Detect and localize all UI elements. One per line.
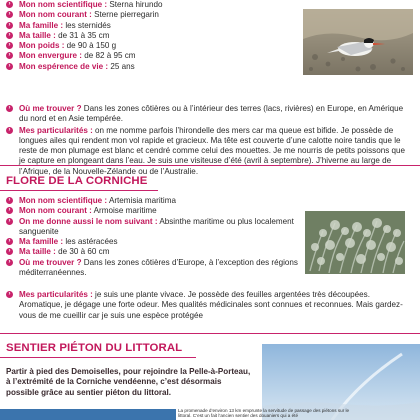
sterne-photo [303,9,413,75]
bullet-icon: › [6,32,13,39]
sentier-intro: Partir à pied des Demoiselles, pour rejoindre la Pelle-à-Porteau, à l’extrémité de la Corniche vendéenne, c’est désormais possible grâce au sentier piéton du littoral. [6,367,251,397]
flora-fact [6,217,298,238]
bird-where [6,104,412,125]
bullet-icon: › [6,1,13,8]
flora-fact [6,258,298,279]
bird-fact [6,10,298,20]
bullet-icon: › [6,238,13,245]
flora-title-underline [0,190,158,191]
bullet-icon: › [6,105,13,112]
flora-fact-value: Dans les zones côtières d’Europe, à l’exception des régions méditerranéennes. [19,257,298,278]
bird-fact [6,62,298,72]
bird-fact-value: Sterna hirundo [109,0,163,9]
bird-particularities-label: Mes particularités : [19,125,93,135]
flora-fact [6,206,298,216]
bird-fact-label: Mon envergure : [19,51,82,61]
bird-fact [6,21,298,31]
bird-fact [6,31,298,41]
coast-photo-strip [0,409,176,420]
bird-fact-value: les sternidés [65,20,111,30]
bullet-icon: › [6,248,13,255]
flora-fact-label: Mon nom courant : [19,206,92,216]
bullet-icon: › [6,197,13,204]
bird-fact-label: Mon espérence de vie : [19,61,109,71]
flora-fact-value: Artemisia maritima [108,196,176,205]
sentier-title-underline [0,357,196,358]
flora-fact-label: On me donne aussi le nom suivant : [19,216,158,226]
bullet-icon: › [6,259,13,266]
flora-more-text [6,290,412,321]
bullet-icon: › [6,22,13,29]
bird-fact-label: Mon nom scientifique : [19,0,108,9]
flora-fact-label: Mon nom scientifique : [19,196,108,205]
flora-fact-value: Armoise maritime [93,206,157,216]
bird-fact-label: Ma famille : [19,20,64,30]
bird-fact [6,41,298,51]
bullet-icon: › [6,127,13,134]
flora-fact-value: de 30 à 60 cm [58,247,110,257]
bullet-icon: › [6,52,13,59]
bird-fact-value: 25 ans [110,61,135,71]
flora-fact-label: Ma famille : [19,237,64,247]
bird-where-value: Dans les zones côtières ou à l’intérieur des terres (lacs, rivières) en Europe, en Amérique du nord et en Asie tempérée. [19,104,404,124]
bird-facts-list [6,0,298,72]
bird-fact [6,0,298,10]
section-divider [0,165,420,166]
bird-fact-value: de 82 à 95 cm [84,51,136,61]
flora-fact [6,196,298,206]
armoise-photo [305,211,405,274]
bird-particularities-value: on me nomme parfois l’hirondelle des mers car ma queue est bifide. Je possède de longues ailes qui rendent mon vol rapide et gracieux. Ma tête est couverte d’une calotte noire tandis que le reste de mon plumage est blanc et cendré comme celui des mouettes. Je me nourris de petits poissons que je capture en plongeant dans l’eau. Je suis une visiteuse d’été (avril à septembre). J’hiverne au large de l’Afrique, de la Nouvelle-Zélande ou de l’Australie. [19,125,406,176]
flora-fact-label: Ma taille : [19,247,56,257]
flora-fact [6,237,298,247]
bullet-icon: › [6,63,13,70]
flora-fact [6,247,298,257]
bird-particularities [6,126,412,177]
bullet-icon: › [6,42,13,49]
bullet-icon: › [6,207,13,214]
sentier-caption: La promenade d’environ 13 km emprunte la servitude de passage des piétons sur le littoral. C’est un fait l’ancien sentier des douaniers qui a été [178,408,350,419]
bird-fact-label: Mon nom courant : [19,10,92,20]
bullet-icon: › [6,291,13,298]
flora-particularities-value: je suis une plante vivace. Je possède des feuilles argentées très découpées. Aromatique, je dégage une forte odeur. Mes qualités médicinales sont connues et reconnues. Mais gardez-vous de me cueillir car je suis une espèce protégée [19,290,403,320]
flora-fact-value: Absinthe maritime ou plus localement sanguenite [19,216,294,236]
bird-fact-value: de 90 à 150 g [66,41,117,51]
flora-particularities-label: Mes particularités : [19,290,93,299]
bird-fact-value: de 31 à 35 cm [58,30,110,40]
section-divider [0,333,420,334]
bird-fact [6,51,298,61]
bullet-icon: › [6,11,13,18]
flora-fact-value: les astéracées [65,237,118,247]
bird-where-label: Où me trouver ? [19,104,82,113]
flora-particularities [6,290,412,321]
bird-fact-label: Mon poids : [19,41,65,51]
bird-fact-value: Sterne pierregarin [94,10,159,20]
flora-facts-list [6,196,298,278]
sentier-title: SENTIER PIÉTON DU LITTORAL [6,342,183,354]
flora-fact-label: Où me trouver ? [19,257,82,267]
bullet-icon: › [6,218,13,225]
bird-fact-label: Ma taille : [19,30,56,40]
flora-title: FLORE DE LA CORNICHE [6,175,148,187]
